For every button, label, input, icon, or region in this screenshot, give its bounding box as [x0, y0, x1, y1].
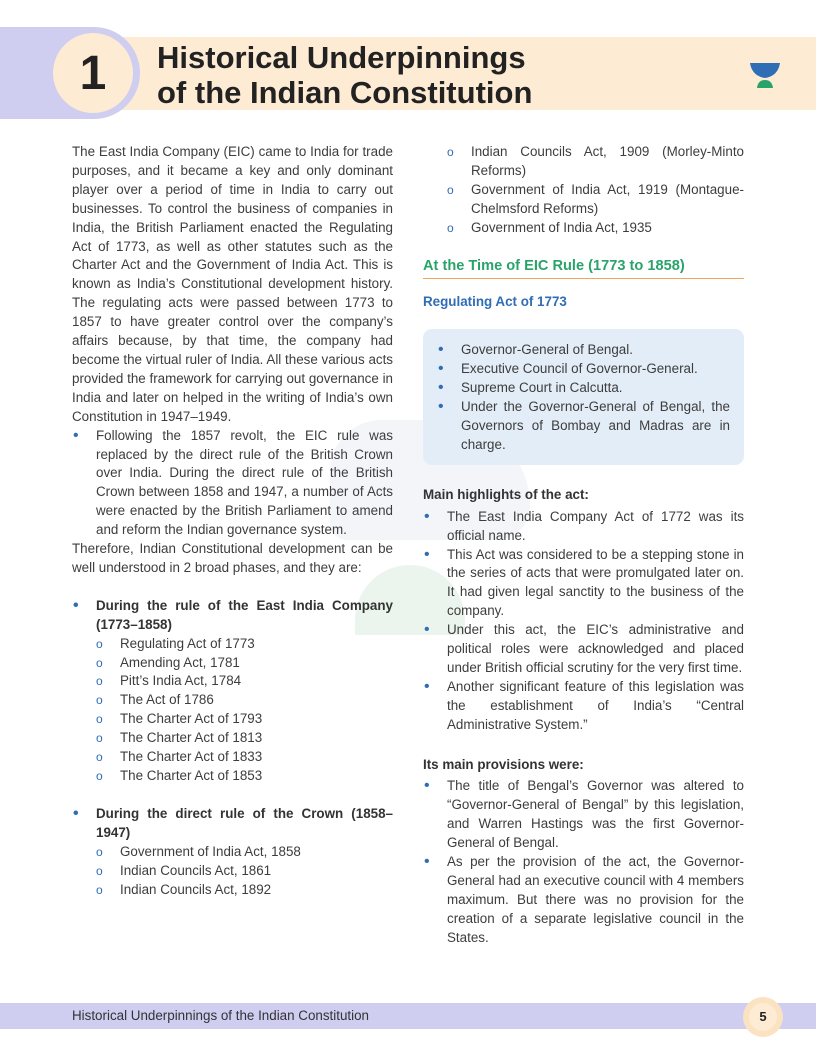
list-item: o Pitt’s India Act, 1784 [72, 672, 393, 691]
chapter-number: 1 [79, 47, 107, 100]
page-number: 5 [749, 1003, 777, 1031]
list-item: o The Charter Act of 1813 [72, 729, 393, 748]
list-item: • Another significant feature of this legislation was the establishment of India’s “Central Administrative System.” [423, 678, 744, 735]
list-item: • As per the provision of the act, the Governor-General had an executive council with 4 members maximum. But there was no provision for the creation of a separate legislative council in the States. [423, 853, 744, 948]
list-item: • Under this act, the EIC’s administrative and political roles were acknowledged and placed under British official scrutiny for the very first time. [423, 621, 744, 678]
phases-paragraph: Therefore, Indian Constitutional development can be well understood in 2 broad phases, and they are: [72, 541, 393, 575]
left-column [72, 143, 393, 899]
revolt-bullet: • Following the 1857 revolt, the EIC rule was replaced by the direct rule of the British Crown over India. During the direct rule of the British Crown between 1858 and 1947, a number of Acts were enacted by the British Parliament to amend and reform the Indian governance system. [72, 427, 393, 540]
highlights-title: Main highlights of the act: [423, 486, 589, 502]
section-title: At the Time of EIC Rule (1773 to 1858) [423, 247, 744, 280]
list-item: o Indian Councils Act, 1861 [72, 862, 393, 881]
chapter-title [157, 40, 717, 110]
chapter-title-line2: of the Indian Constitution [157, 75, 533, 110]
list-item: o Government of India Act, 1919 (Montague-Chelmsford Reforms) [423, 181, 744, 219]
list-item: • The title of Bengal’s Governor was altered to “Governor-General of Bengal” by this legislation, and Warren Hastings was the first Governor-General of Bengal. [423, 777, 744, 853]
list-item: • Governor-General of Bengal. [437, 341, 730, 360]
list-item: o Regulating Act of 1773 [72, 635, 393, 654]
phase1-title: • During the rule of the East India Company (1773–1858) [72, 597, 393, 635]
list-item: • Executive Council of Governor-General. [437, 360, 730, 379]
list-item: • Under the Governor-General of Bengal, the Governors of Bombay and Madras are in charge. [437, 398, 730, 455]
provisions-title: Its main provisions were: [423, 756, 584, 772]
list-item: • This Act was considered to be a stepping stone in the series of acts that were promulgated later on. It had given legal sanctity to the business of the company. [423, 546, 744, 622]
brand-logo-icon [748, 60, 782, 90]
list-item: o Government of India Act, 1858 [72, 843, 393, 862]
list-item: o The Charter Act of 1833 [72, 748, 393, 767]
list-item: o Indian Councils Act, 1909 (Morley-Minto Reforms) [423, 143, 744, 181]
list-item: o Indian Councils Act, 1892 [72, 881, 393, 900]
chapter-title-line1: Historical Underpinnings [157, 40, 526, 75]
intro-paragraph: The East India Company (EIC) came to India for trade purposes, and it became a key and only dominant player over a period of time in India to carry out businesses. To control the business of companies in India, the British Parliament enacted the Regulating Act of 1773, as well as other statutes such as the Charter Act and the Government of India Act. This is known as India’s Constitutional development history. The regulating acts were passed between 1773 to 1857 to have greater control over the company’s affairs because, by that time, the company had become the virtual ruler of India. All these various acts provided the framework for carrying out governance in India and later on helped in the writing of India’s own Constitution in 1947–1949. [72, 144, 393, 424]
phase2-title: • During the direct rule of the Crown (1858–1947) [72, 805, 393, 843]
list-item: • Supreme Court in Calcutta. [437, 379, 730, 398]
list-item: o The Charter Act of 1853 [72, 767, 393, 786]
list-item: o The Act of 1786 [72, 691, 393, 710]
summary-box [423, 329, 744, 464]
right-column [423, 143, 744, 948]
list-item: o The Charter Act of 1793 [72, 710, 393, 729]
list-item: o Amending Act, 1781 [72, 654, 393, 673]
list-item: o Government of India Act, 1935 [423, 219, 744, 238]
footer-text: Historical Underpinnings of the Indian Constitution [72, 1008, 369, 1023]
list-item: • The East India Company Act of 1772 was its official name. [423, 508, 744, 546]
subheading: Regulating Act of 1773 [423, 294, 567, 310]
